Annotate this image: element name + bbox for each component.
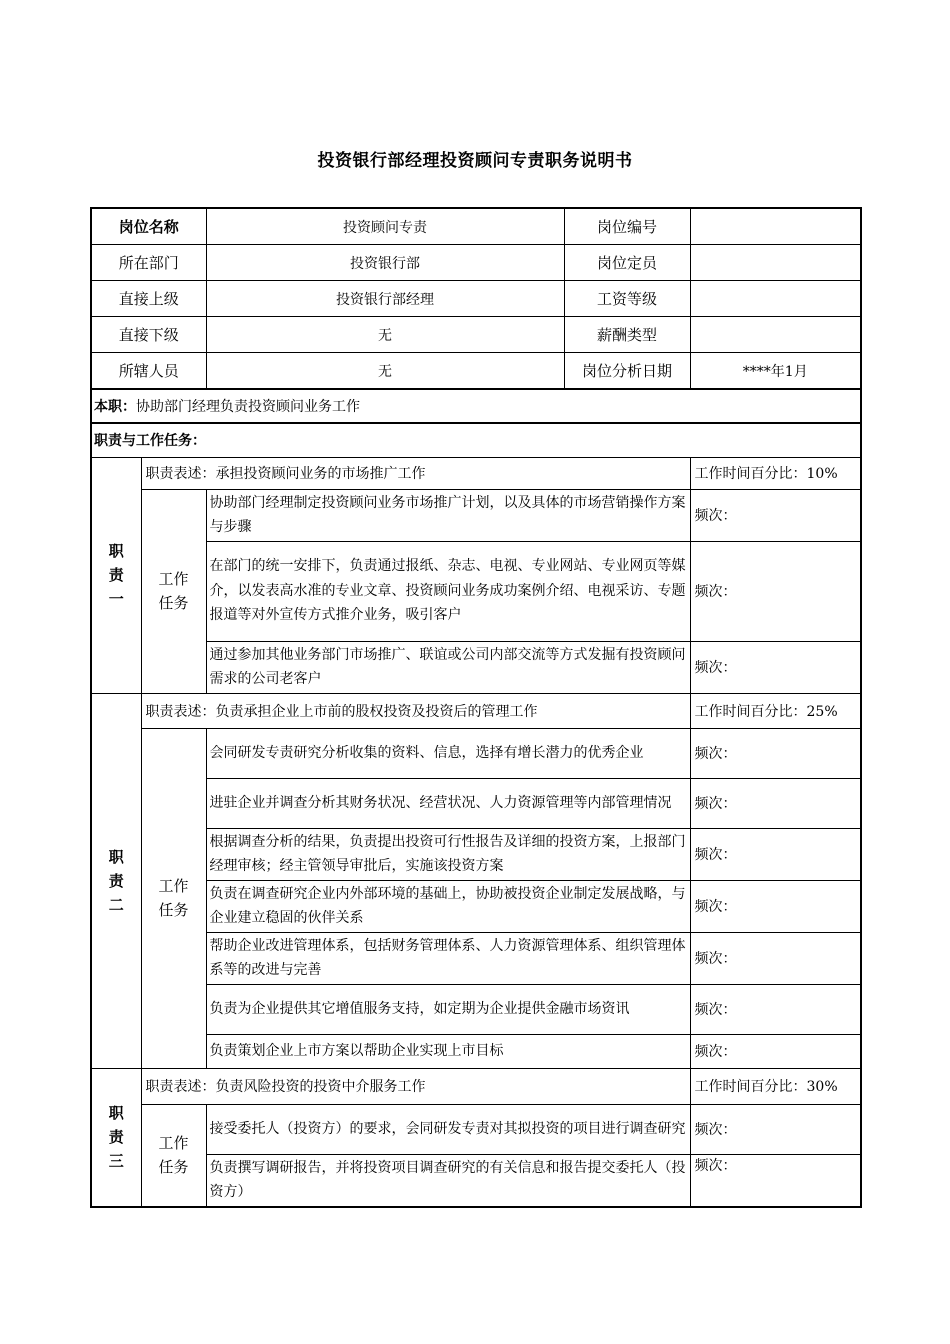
work-task-label-line: 任务	[158, 901, 189, 919]
duty-name-char: 一	[108, 590, 124, 608]
task-row	[91, 932, 861, 984]
task-text: 帮助企业改进管理体系，包括财务管理体系、人力资源管理体系、组织管理体系等的改进与完善	[206, 932, 690, 984]
header-row	[91, 208, 861, 245]
task-text: 负责在调查研究企业内外部环境的基础上，协助被投资企业制定发展战略，与企业建立稳固的伙伴关系	[206, 880, 690, 932]
field-value: 投资银行部经理	[206, 281, 564, 317]
field-value: 无	[206, 317, 564, 353]
duty-time-percent: 工作时间百分比：30%	[690, 1068, 861, 1104]
duty-name-char: 职	[108, 847, 124, 866]
task-text: 负责策划企业上市方案以帮助企业实现上市目标	[206, 1034, 690, 1068]
field-label: 岗位编号	[564, 208, 690, 245]
duty-time-percent: 工作时间百分比：10%	[690, 457, 861, 489]
work-task-label-line: 工作	[158, 570, 189, 588]
page-title: 投资银行部经理投资顾问专责职务说明书	[317, 151, 633, 171]
task-row	[91, 541, 861, 641]
field-label: 薪酬类型	[564, 317, 690, 353]
duties-header: 职责与工作任务：	[91, 423, 861, 457]
field-value	[690, 208, 861, 245]
work-task-label-line: 任务	[158, 594, 189, 612]
field-value: ****年1月	[690, 353, 861, 390]
task-frequency: 频次：	[690, 984, 861, 1034]
task-row	[91, 880, 861, 932]
field-label: 岗位名称	[91, 208, 206, 245]
task-text: 负责为企业提供其它增值服务支持，如定期为企业提供金融市场资讯	[206, 984, 690, 1034]
field-label: 岗位分析日期	[564, 353, 690, 390]
task-frequency: 频次：	[690, 932, 861, 984]
duty-name	[91, 1068, 141, 1207]
field-label: 所在部门	[91, 245, 206, 281]
header-row	[91, 281, 861, 317]
duty-name-char: 责	[108, 1128, 124, 1146]
task-frequency: 频次：	[690, 880, 861, 932]
header-row	[91, 245, 861, 281]
header-row	[91, 353, 861, 390]
duty-description-row	[91, 457, 861, 489]
field-label: 直接下级	[91, 317, 206, 353]
task-row	[91, 728, 861, 778]
task-frequency: 频次：	[690, 1034, 861, 1068]
task-text: 在部门的统一安排下，负责通过报纸、杂志、电视、专业网站、专业网页等媒介，以发表高水准的专业文章、投资顾问业务成功案例介绍、电视采访、专题报道等对外宣传方式推介业务，吸引客户	[206, 541, 690, 641]
field-value	[690, 245, 861, 281]
job-description-grid	[90, 207, 860, 1208]
core-row	[91, 389, 861, 423]
task-row	[91, 641, 861, 693]
duty-name-char: 责	[108, 566, 124, 584]
task-text: 通过参加其他业务部门市场推广、联谊或公司内部交流等方式发掘有投资顾问需求的公司老客户	[206, 641, 690, 693]
task-row	[91, 984, 861, 1034]
duty-name-char: 职	[108, 542, 124, 560]
work-task-label-line: 工作	[158, 877, 189, 895]
work-task-label	[141, 728, 206, 1068]
task-frequency: 频次：	[690, 828, 861, 880]
task-row	[91, 1154, 861, 1207]
header-row	[91, 317, 861, 353]
task-frequency: 频次：	[690, 489, 861, 541]
duty-name-char: 三	[108, 1152, 124, 1170]
field-value	[690, 281, 861, 317]
field-value	[690, 317, 861, 353]
duty-description-row	[91, 693, 861, 728]
field-value: 投资银行部	[206, 245, 564, 281]
task-text: 进驻企业并调查分析其财务状况、经营状况、人力资源管理等内部管理情况	[206, 778, 690, 828]
core-label: 本职：	[94, 399, 136, 415]
task-text: 协助部门经理制定投资顾问业务市场推广计划，以及具体的市场营销操作方案与步骤	[206, 489, 690, 541]
task-frequency: 频次：	[690, 541, 861, 641]
duty-description: 职责表述：承担投资顾问业务的市场推广工作	[141, 457, 690, 489]
duty-name	[91, 457, 141, 693]
task-text: 会同研发专责研究分析收集的资料、信息，选择有增长潜力的优秀企业	[206, 728, 690, 778]
task-row	[91, 489, 861, 541]
core-text: 协助部门经理负责投资顾问业务工作	[136, 399, 360, 415]
duty-description: 职责表述：负责承担企业上市前的股权投资及投资后的管理工作	[141, 693, 690, 728]
field-value: 投资顾问专责	[206, 208, 564, 245]
work-task-label-line: 任务	[158, 1158, 189, 1176]
task-frequency: 频次：	[690, 728, 861, 778]
duty-name-char: 责	[108, 871, 124, 890]
task-text: 根据调查分析的结果，负责提出投资可行性报告及详细的投资方案，上报部门经理审核；经主管领导审批后，实施该投资方案	[206, 828, 690, 880]
field-label: 直接上级	[91, 281, 206, 317]
task-row	[91, 828, 861, 880]
duty-time-percent: 工作时间百分比：25%	[690, 693, 861, 728]
task-text: 接受委托人（投资方）的要求，会同研发专责对其拟投资的项目进行调查研究	[206, 1104, 690, 1154]
task-frequency: 频次：	[690, 1154, 861, 1207]
duties-header-row	[91, 423, 861, 457]
task-frequency: 频次：	[690, 641, 861, 693]
task-frequency: 频次：	[690, 778, 861, 828]
duty-description: 职责表述：负责风险投资的投资中介服务工作	[141, 1068, 690, 1104]
duty-name	[91, 693, 141, 1068]
task-row	[91, 778, 861, 828]
field-label: 岗位定员	[564, 245, 690, 281]
work-task-label-line: 工作	[158, 1134, 189, 1152]
task-row	[91, 1104, 861, 1154]
field-value: 无	[206, 353, 564, 390]
task-text: 负责撰写调研报告，并将投资项目调查研究的有关信息和报告提交委托人（投资方）	[206, 1154, 690, 1207]
duty-name-char: 二	[108, 895, 124, 914]
work-task-label	[141, 489, 206, 693]
work-task-label	[141, 1104, 206, 1207]
field-label: 所辖人员	[91, 353, 206, 390]
field-label: 工资等级	[564, 281, 690, 317]
duty-description-row	[91, 1068, 861, 1104]
task-frequency: 频次：	[690, 1104, 861, 1154]
task-row	[91, 1034, 861, 1068]
duty-name-char: 职	[108, 1104, 124, 1122]
